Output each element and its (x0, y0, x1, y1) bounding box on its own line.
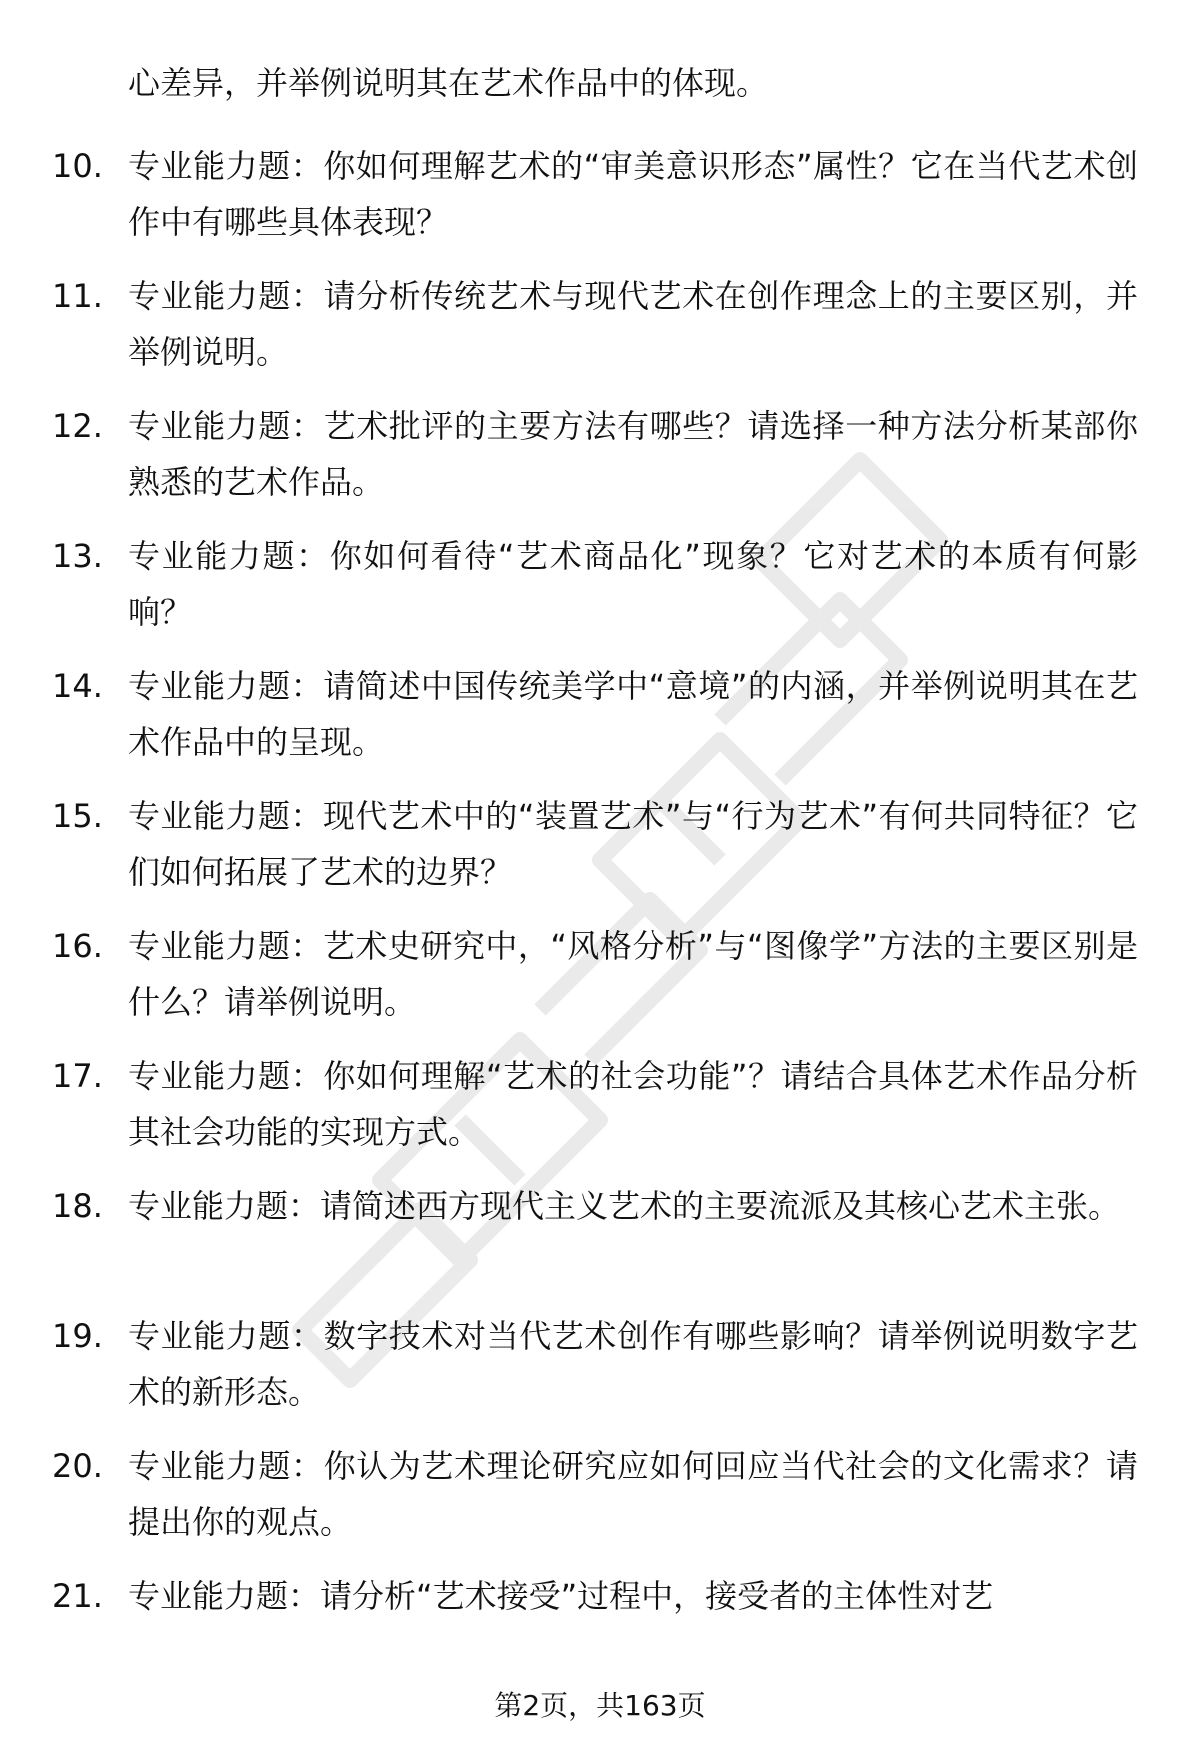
list-item (0, 658, 1200, 788)
list-item (0, 1568, 1200, 1698)
page-footer (0, 1686, 1200, 1726)
question-text: 专业能力题：请简述西方现代主义艺术的主要流派及其核心艺术主张。 (128, 1187, 1121, 1225)
continuation-text: 心差异，并举例说明其在艺术作品中的体现。 (128, 64, 769, 102)
question-number: 18. (52, 1187, 103, 1225)
question-number: 14. (52, 667, 103, 705)
question-number: 10. (52, 147, 103, 185)
question-number: 17. (52, 1057, 103, 1095)
list-item (0, 1438, 1200, 1568)
list-item (0, 268, 1200, 398)
list-item (0, 1048, 1200, 1178)
question-number: 20. (52, 1447, 103, 1485)
list-item (0, 918, 1200, 1048)
question-text: 专业能力题：艺术史研究中，“风格分析”与“图像学”方法的主要区别是什么？请举例说明。 (128, 927, 1138, 1021)
question-text: 专业能力题：数字技术对当代艺术创作有哪些影响？请举例说明数字艺术的新形态。 (128, 1317, 1138, 1411)
list-item (0, 398, 1200, 528)
question-text: 专业能力题：你如何看待“艺术商品化”现象？它对艺术的本质有何影响？ (128, 537, 1138, 631)
question-number: 21. (52, 1577, 103, 1615)
question-number: 11. (52, 277, 103, 315)
question-text: 专业能力题：艺术批评的主要方法有哪些？请选择一种方法分析某部你熟悉的艺术作品。 (128, 407, 1138, 501)
question-number: 15. (52, 797, 103, 835)
question-number: 19. (52, 1317, 103, 1355)
question-text: 专业能力题：你如何理解“艺术的社会功能”？请结合具体艺术作品分析其社会功能的实现方式。 (128, 1057, 1138, 1151)
list-item (0, 1308, 1200, 1438)
list-item (0, 1178, 1200, 1308)
question-text: 专业能力题：现代艺术中的“装置艺术”与“行为艺术”有何共同特征？它们如何拓展了艺术的边界？ (128, 797, 1138, 891)
question-text: 专业能力题：你如何理解艺术的“审美意识形态”属性？它在当代艺术创作中有哪些具体表现？ (128, 147, 1138, 241)
question-text: 专业能力题：请简述中国传统美学中“意境”的内涵，并举例说明其在艺术作品中的呈现。 (128, 667, 1138, 761)
question-text: 专业能力题：请分析传统艺术与现代艺术在创作理念上的主要区别，并举例说明。 (128, 277, 1138, 371)
question-number: 12. (52, 407, 103, 445)
question-number: 16. (52, 927, 103, 965)
list-item (0, 138, 1200, 268)
question-text: 专业能力题：你认为艺术理论研究应如何回应当代社会的文化需求？请提出你的观点。 (128, 1447, 1138, 1541)
list-item (0, 528, 1200, 658)
list-item (0, 788, 1200, 918)
question-number: 13. (52, 537, 103, 575)
question-text: 专业能力题：请分析“艺术接受”过程中，接受者的主体性对艺 (128, 1577, 994, 1615)
question-list (0, 138, 1200, 1698)
page-number-label: 第2页，共163页 (494, 1689, 706, 1722)
